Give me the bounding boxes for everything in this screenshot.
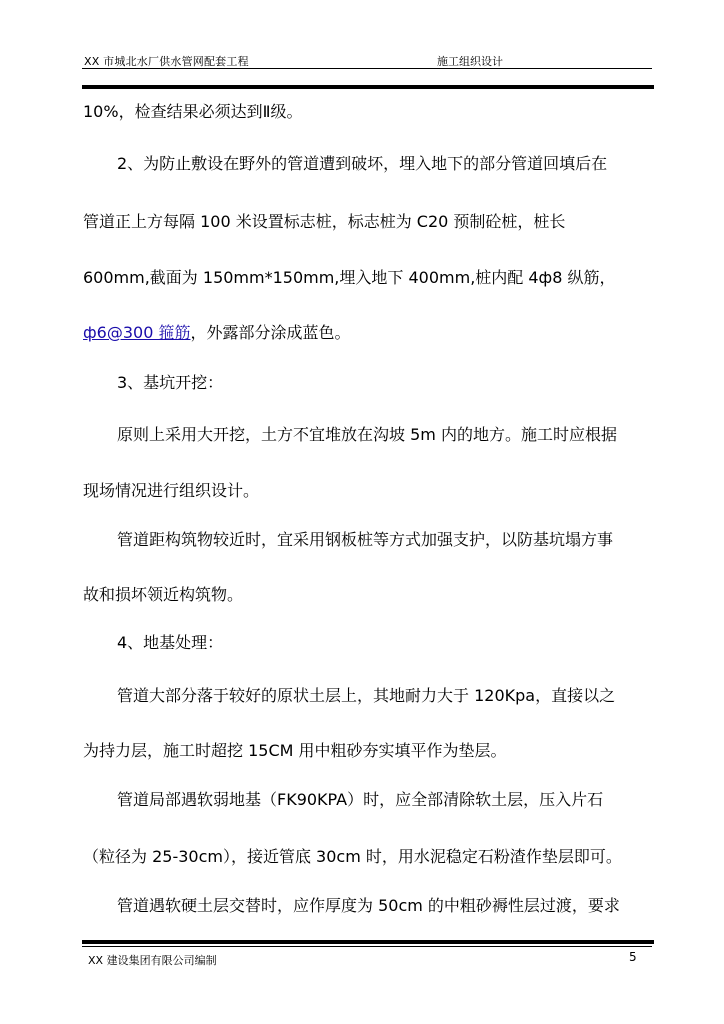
body-line-12: 管道大部分落于较好的原状土层上，其地耐力大于 120Kpa，直接以之 <box>117 686 616 705</box>
body-line-14: 管道局部遇软弱地基（FK90KPA）时，应全部清除软土层，压入片石 <box>117 790 604 809</box>
body-line-13: 为持力层，施工时超挖 15CM 用中粗砂夯实填平作为垫层。 <box>83 741 507 760</box>
section-heading-foundation: 4、地基处理： <box>117 633 224 652</box>
body-line-3: 管道正上方每隔 100 米设置标志桩，标志桩为 C20 预制砼桩，桩长 <box>83 212 566 231</box>
body-line-8: 现场情况进行组织设计。 <box>83 481 260 500</box>
body-line-2: 2、为防止敷设在野外的管道遭到破坏，埋入地下的部分管道回填后在 <box>117 154 608 173</box>
body-line-10: 故和损坏领近构筑物。 <box>83 585 244 604</box>
body-line-16: 管道遇软硬土层交替时，应作厚度为 50cm 的中粗砂褥性层过渡，要求 <box>117 896 620 915</box>
body-line-7: 原则上采用大开挖，土方不宜堆放在沟坡 5m 内的地方。施工时应根据 <box>117 425 617 444</box>
body-line-5-text: ，外露部分涂成蓝色。 <box>190 323 351 342</box>
section-heading-excavation: 3、基坑开挖： <box>117 373 224 392</box>
header-document-type: 施工组织设计 <box>437 55 503 68</box>
body-line-5 <box>83 323 351 343</box>
page-number: 5 <box>629 950 637 964</box>
footer-rule-thin <box>82 946 652 947</box>
footer-rule-thick <box>82 940 654 944</box>
footer-company: XX 建设集团有限公司编制 <box>88 954 217 967</box>
body-line-9: 管道距构筑物较近时，宜采用钢板桩等方式加强支护，以防基坑塌方事 <box>117 530 614 549</box>
body-line-4: 600mm,截面为 150mm*150mm,埋入地下 400mm,桩内配 4ф8 纵筋， <box>83 268 616 287</box>
header-project-title: XX 市城北水厂供水管网配套工程 <box>84 55 249 68</box>
header-rule-thick <box>82 85 654 89</box>
body-line-1: 10%，检查结果必须达到Ⅱ级。 <box>83 102 303 121</box>
header-rule-thin <box>82 68 652 69</box>
rebar-spec-link[interactable]: ф6@300 箍筋 <box>83 323 191 342</box>
body-line-15: （粒径为 25-30cm），接近管底 30cm 时，用水泥稳定石粉渣作垫层即可。 <box>83 847 622 866</box>
